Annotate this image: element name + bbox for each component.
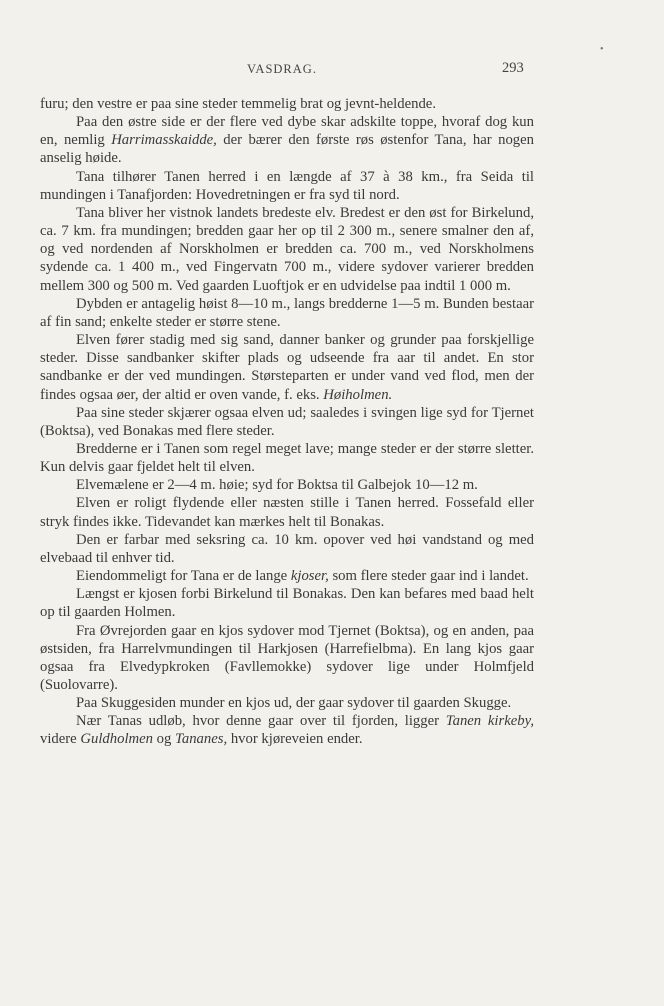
text-run: og [153, 731, 176, 748]
text-run: Paa den østre side er der flere ved dybe skar adskilte toppe, hvoraf dog kun en, nemlig [40, 114, 534, 149]
paragraph [40, 95, 534, 113]
paragraph [40, 585, 534, 621]
italic-text: Tanen kirkeby, [445, 713, 534, 730]
italic-text: Guldholmen [80, 731, 153, 748]
paragraph [40, 694, 534, 712]
paragraph [40, 295, 534, 331]
text-run: furu; den vestre er paa sine steder temmelig brat og jevnt-heldende. [40, 96, 437, 112]
paragraph [40, 331, 534, 404]
paragraph [40, 440, 534, 476]
text-run: Den er farbar med seksring ca. 10 km. opover ved høi vandstand og med elvebaad til enhver tid. [40, 531, 534, 566]
text-run: Paa Skuggesiden munder en kjos ud, der gaar sydover til gaarden Skugge. [76, 695, 512, 712]
text-run: Fra Øvrejorden gaar en kjos sydover mod Tjernet (Boktsa), og en anden, paa østsiden, fra Harrelvmundingen til Harkjosen (Harrefielbma). En lang kjos gaar ogsaa fra Elvedypkroken (Favllemokke) sydover lige under Holmfjeld (Suolovarre). [40, 622, 534, 693]
text-run: som flere steder gaar ind i landet. [328, 568, 529, 585]
page-number: 293 [502, 60, 524, 76]
text-run: Dybden er antagelig høist 8—10 m., langs bredderne 1—5 m. Bunden bestaar af fin sand; enkelte steder er større stene. [40, 295, 534, 330]
running-title: VASDRAG. [247, 62, 317, 76]
italic-text: Høiholmen. [323, 386, 393, 403]
italic-text: Tananes, [175, 731, 228, 748]
paragraph [40, 168, 534, 204]
paragraph [40, 494, 534, 530]
paragraph [40, 113, 534, 167]
text-run: Elvemælene er 2—4 m. høie; syd for Boktsa til Galbejok 10—12 m. [76, 477, 478, 494]
italic-text: Harrimasskaidde, [111, 132, 217, 149]
text-run: videre [40, 731, 81, 748]
text-run: der bærer den første røs østenfor Tana, har nogen anselig høide. [40, 132, 534, 167]
text-run: Nær Tanas udløb, hvor denne gaar over til fjorden, ligger [76, 713, 446, 730]
body-text [40, 95, 534, 749]
text-run: Længst er kjosen forbi Birkelund til Bonakas. Den kan befares med baad helt op til gaarden Holmen. [40, 586, 534, 621]
paragraph [40, 204, 534, 295]
text-run: Tana tilhører Tanen herred i en længde af 37 à 38 km., fra Seida til mundingen i Tanafjorden: Hovedretningen er fra syd til nord. [40, 168, 534, 203]
paragraph [40, 622, 534, 695]
text-run: Elven fører stadig med sig sand, danner banker og grunder paa forskjellige steder. Disse sandbanker skifter plads og udseende fra aar til andet. En stor sandbanke er der ved mundingen. Størsteparten er under vand ved flod, men der findes ogsaa øer, der altid er oven vande, f. eks. [40, 332, 534, 403]
paragraph [40, 531, 534, 567]
text-run: Eiendommeligt for Tana er de lange [76, 568, 291, 585]
paragraph [40, 404, 534, 440]
text-run: Elven er roligt flydende eller næsten stille i Tanen herred. Fossefald eller stryk findes ikke. Tidevandet kan mærkes helt til Bonakas. [40, 495, 534, 530]
paragraph [40, 712, 534, 748]
paragraph [40, 476, 534, 494]
text-run: Tana bliver her vistnok landets bredeste elv. Bredest er den øst for Birkelund, ca. 7 km. fra mundingen; bredden gaar her op til 2 300 m., senere smalner den af, og ved nordenden af Norskholmen er bredden ca. 700 m., ved Norskholmens sydende ca. 1 400 m., ved Fingervatn 700 m., videre sydover varierer bredden mellem 300 og 500 m. Ved gaarden Luoftjok er en udvidelse paa indtil 1 000 m. [40, 204, 534, 294]
corner-mark: • [600, 44, 604, 55]
paragraph [40, 567, 534, 585]
text-run: Bredderne er i Tanen som regel meget lave; mange steder er der større sletter. Kun delvis gaar fjeldet helt til elven. [40, 440, 534, 476]
text-run: Paa sine steder skjærer ogsaa elven ud; saaledes i svingen lige syd for Tjernet (Boktsa), ved Bonakas med flere steder. [40, 404, 534, 439]
text-run: hvor kjøreveien ender. [227, 731, 363, 748]
italic-text: kjoser, [290, 568, 329, 585]
